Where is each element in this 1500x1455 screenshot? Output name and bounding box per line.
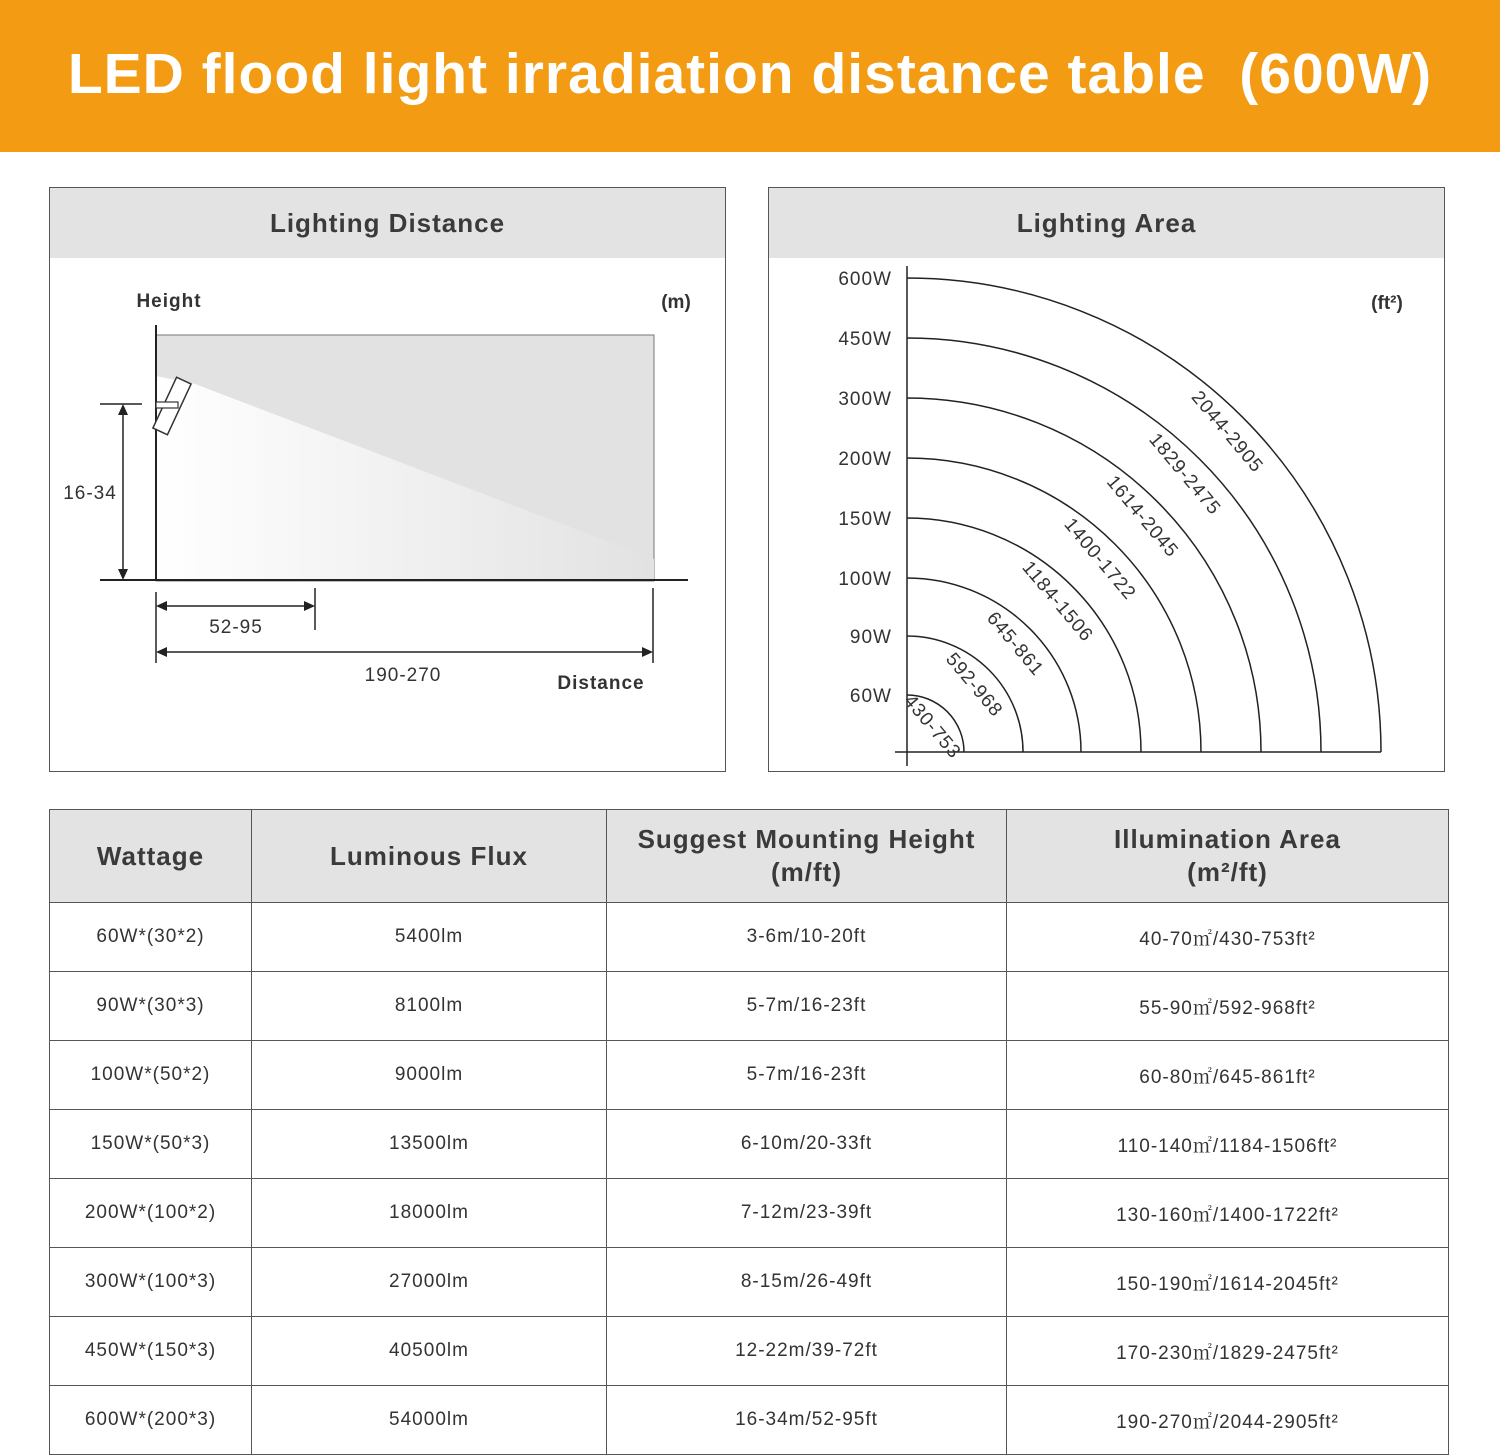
lighting-distance-diagram [50,188,727,773]
wattage-header-label: Wattage [96,840,205,871]
area-cell: 150-190㎡/1614-2045ft² [1007,1248,1449,1317]
wattage-cell: 200W*(100*2) [50,1179,252,1248]
height-cell: 3-6m/10-20ft [607,903,1007,972]
flux-cell: 40500lm [252,1317,607,1386]
height-header-line1: Suggest Mounting Height [637,824,976,854]
area-header-line1: Illumination Area [1114,824,1341,854]
table-row [50,1317,1449,1386]
lighting-area-title: Lighting Area [1016,208,1197,238]
height-cell: 5-7m/16-23ft [607,1041,1007,1110]
lighting-distance-title: Lighting Distance [269,208,506,238]
wattage-cell: 150W*(50*3) [50,1110,252,1179]
area-ring-range-label: 2044-2905 [1186,387,1268,478]
area-ring-range-label: 1184-1506 [1017,557,1097,647]
area-ring-range-label: 1400-1722 [1059,514,1140,605]
height-cell: 12-22m/39-72ft [607,1317,1007,1386]
table-row [50,1248,1449,1317]
height-label: Height [136,291,202,312]
area-cell: 55-90㎡/592-968ft² [1007,972,1449,1041]
flux-cell: 13500lm [252,1110,607,1179]
area-ring-wattage-label: 600W [838,269,892,290]
wattage-cell: 300W*(100*3) [50,1248,252,1317]
page-title: LED flood light irradiation distance table (600W) [67,42,1433,106]
table-row [50,1110,1449,1179]
area-ring-arc [907,636,1023,752]
flux-cell: 8100lm [252,972,607,1041]
wattage-cell: 90W*(30*3) [50,972,252,1041]
area-ring-wattage-label: 150W [838,509,892,530]
distance-label: Distance [557,673,645,694]
near-range-label: 52-95 [209,617,263,638]
area-ring-range-label: 1829-2475 [1144,429,1225,520]
flux-cell: 27000lm [252,1248,607,1317]
height-cell: 6-10m/20-33ft [607,1110,1007,1179]
height-cell: 16-34m/52-95ft [607,1386,1007,1455]
area-ring-range-label: 430-753 [899,690,965,764]
height-range-label: 16-34 [63,483,117,504]
area-cell: 40-70㎡/430-753ft² [1007,903,1449,972]
area-header [1007,810,1449,903]
area-cell: 110-140㎡/1184-1506ft² [1007,1110,1449,1179]
table-row [50,903,1449,972]
height-cell: 7-12m/23-39ft [607,1179,1007,1248]
area-header-line2: (m²/ft) [1187,857,1268,887]
lighting-distance-panel [49,187,726,772]
area-ring-wattage-label: 60W [849,686,892,707]
table-row [50,1041,1449,1110]
table-row [50,972,1449,1041]
flux-cell: 5400lm [252,903,607,972]
area-ring-range-label: 592-968 [941,649,1007,722]
wattage-cell: 600W*(200*3) [50,1386,252,1455]
area-unit: (ft²) [1371,293,1403,314]
area-ring-arc [907,398,1261,752]
far-range-label: 190-270 [364,665,442,686]
height-cell: 8-15m/26-49ft [607,1248,1007,1317]
area-ring-range-label: 645-861 [982,608,1048,681]
distance-unit: (m) [661,292,691,313]
flux-cell: 18000lm [252,1179,607,1248]
area-cell: 60-80㎡/645-861ft² [1007,1041,1449,1110]
wattage-cell: 100W*(50*2) [50,1041,252,1110]
area-cell: 130-160㎡/1400-1722ft² [1007,1179,1449,1248]
height-header-line2: (m/ft) [771,857,842,887]
flux-cell: 54000lm [252,1386,607,1455]
wattage-cell: 450W*(150*3) [50,1317,252,1386]
area-cell: 170-230㎡/1829-2475ft² [1007,1317,1449,1386]
height-cell: 5-7m/16-23ft [607,972,1007,1041]
flux-header-label: Luminous Flux [330,840,528,871]
area-ring-wattage-label: 100W [838,569,892,590]
lighting-area-panel [768,187,1445,772]
area-ring-wattage-label: 300W [838,389,892,410]
area-ring-wattage-label: 200W [838,449,892,470]
flux-header [252,810,607,903]
table-header-row [50,810,1449,903]
wattage-header [50,810,252,903]
table-row [50,1179,1449,1248]
area-ring-wattage-label: 90W [849,627,892,648]
area-ring-wattage-label: 450W [838,329,892,350]
area-ring-range-label: 1614-2045 [1102,471,1183,562]
area-cell: 190-270㎡/2044-2905ft² [1007,1386,1449,1455]
height-header [607,810,1007,903]
spec-table [49,809,1449,1455]
table-row [50,1386,1449,1455]
wattage-cell: 60W*(30*2) [50,903,252,972]
flux-cell: 9000lm [252,1041,607,1110]
lighting-area-diagram [769,188,1446,773]
